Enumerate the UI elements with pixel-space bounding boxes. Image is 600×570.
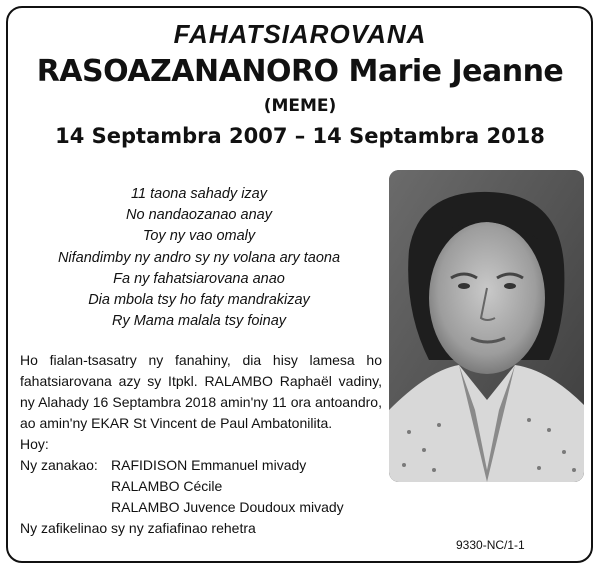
announcement-hoy: Hoy: [20,436,49,452]
poem-line: Fa ny fahatsiarovana anao [113,270,285,287]
child-name: RALAMBO Juvence Doudoux mivady [111,499,344,515]
children-row [20,497,344,518]
memorial-dates: 14 Septambra 2007 – 14 Septambra 2018 [55,124,545,148]
poem-line: Ry Mama malala tsy foinay [111,313,287,330]
children-row [20,476,344,497]
child-name: RALAMBO Cécile [111,478,223,494]
grandchildren-line: Ny zafikelinao sy ny zafiafinao rehetra [20,520,256,536]
deceased-nickname: (MEME) [263,96,337,116]
child-name: RAFIDISON Emmanuel mivady [111,457,307,473]
poem-line: Toy ny vao omaly [142,228,256,245]
mass-announcement: Ho fialan-tsasatry ny fanahiny, dia hisy lamesa ho fahatsiarovana azy sy Itpkl. RALAMBO Raphaël vadiny, ny Alahady 16 Septambra 2018 amin'ny 11 ora antoandro, ao amin'ny EKAR St Vincent de Paul Ambatonilita. [20,352,382,431]
poem-line: No nandaozanao anay [126,207,272,224]
children-list [20,455,344,518]
children-row [20,455,344,476]
portrait-photo [389,170,584,482]
notice-header [0,18,600,151]
reference-code: 9330-NC/1-1 [456,538,525,552]
poem-line: 11 taona sahady izay [131,186,267,202]
deceased-name: RASOAZANANORO Marie Jeanne [36,54,564,89]
notice-label: FAHATSIAROVANA [173,19,427,49]
poem-line: Dia mbola tsy ho faty mandrakizay [88,292,310,309]
poem-line: Nifandimby ny andro sy ny volana ary taona [57,249,341,266]
children-label: Ny zanakao: [20,457,98,473]
memorial-poem [18,184,380,332]
